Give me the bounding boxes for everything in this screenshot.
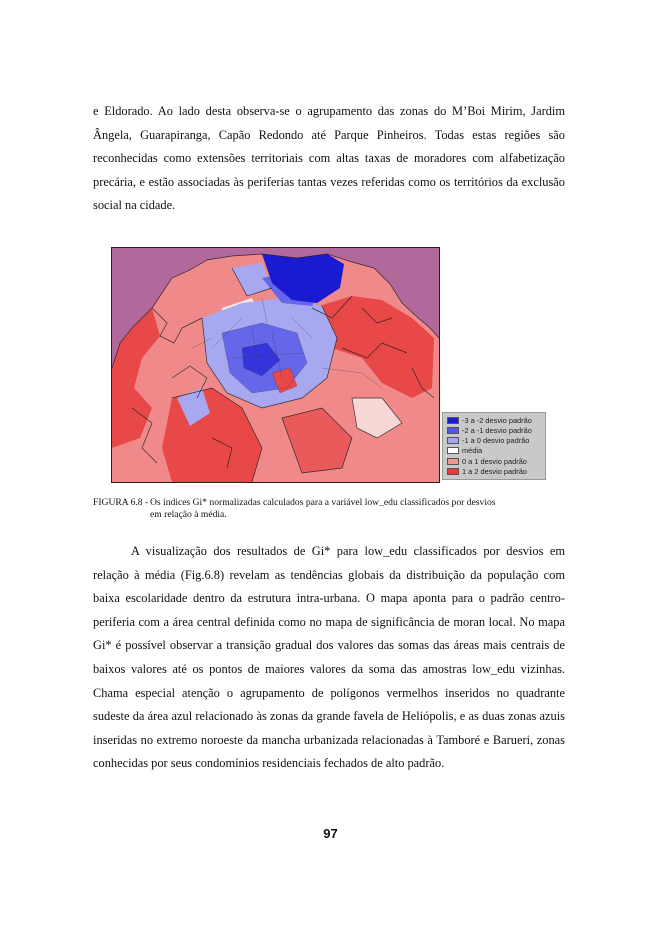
map-graphic xyxy=(112,248,439,482)
legend-label: -1 a 0 desvio padrão xyxy=(462,436,530,445)
body-paragraph-1: e Eldorado. Ao lado desta observa-se o agrupamento das zonas do M’Boi Mirim, Jardim Ângela, Guarapiranga, Capão Redondo até Parque Pinheiros. Todas estas regiões são reconhecidas como extensões territoriais com altas taxas de moradores com alfabetização precária, e estão associadas às periferias tantas vezes referidas como os territórios da exclusão social na cidade. xyxy=(93,104,565,213)
figure-label: FIGURA 6.8 - xyxy=(93,497,149,508)
map-legend xyxy=(442,412,546,480)
legend-label: -2 a -1 desvio padrão xyxy=(462,426,532,435)
legend-item xyxy=(447,426,532,435)
gi-star-map xyxy=(111,247,440,483)
legend-swatch xyxy=(447,427,459,434)
legend-label: média xyxy=(462,446,483,455)
legend-swatch xyxy=(447,447,459,454)
caption-text-line1: Os índices Gi* normalizadas calculados para a variável low_edu classificados por desvios xyxy=(150,497,496,508)
figure-caption xyxy=(93,497,571,521)
legend-item xyxy=(447,467,527,476)
legend-label: -3 a -2 desvio padrão xyxy=(462,416,532,425)
legend-swatch xyxy=(447,417,459,424)
caption-text-line2: em relação à média. xyxy=(150,509,227,520)
legend-item xyxy=(447,436,529,445)
legend-item xyxy=(447,446,482,455)
body-paragraph-2: A visualização dos resultados de Gi* para low_edu classificados por desvios em relação à média (Fig.6.8) revelam as tendências globais da distribuição da população com baixa escolaridade dentro da estrutura intra-urbana. O mapa aponta para o padrão centro-periferia com a área central definida como no mapa de significância de moran local. No mapa Gi* é possível observar a transição gradual dos valores das somas das áreas mais centrais de baixos valores até os pontos de maiores valores da soma das amostras low_edu vizinhas. Chama especial atenção o agrupamento de polígonos vermelhos inseridos no quadrante sudeste da área azul relacionado às zonas da grande favela de Heliópolis, e as duas zonas azuis inseridas no extremo noroeste da mancha urbanizada relacionadas à Tamboré e Barueri, zonas conhecidas por seus condomínios residenciais fechados de alto padrão. xyxy=(93,544,565,771)
legend-item xyxy=(447,416,532,425)
legend-label: 0 a 1 desvio padrão xyxy=(462,457,527,466)
legend-swatch xyxy=(447,458,459,465)
legend-label: 1 a 2 desvio padrão xyxy=(462,467,527,476)
legend-swatch xyxy=(447,437,459,444)
page-number: 97 xyxy=(323,826,338,841)
legend-swatch xyxy=(447,468,459,475)
legend-item xyxy=(447,457,527,466)
